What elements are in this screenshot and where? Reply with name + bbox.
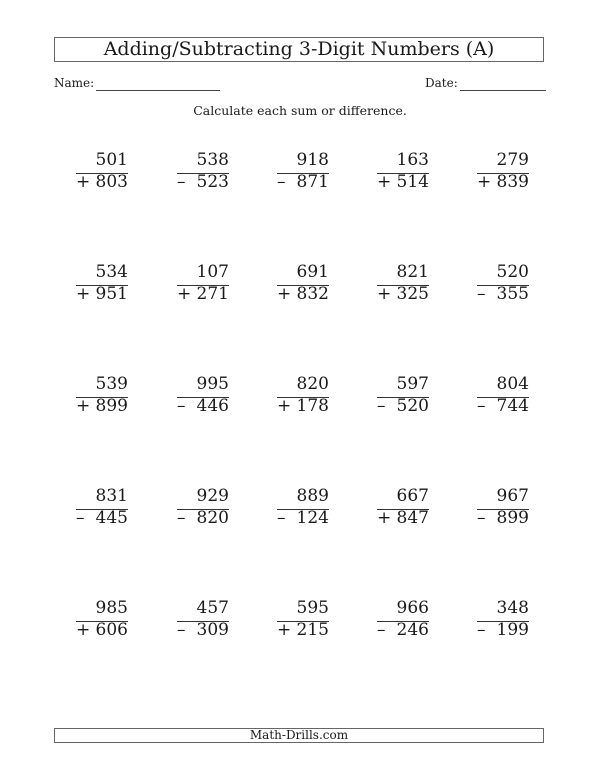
problem-4-2 xyxy=(159,486,229,536)
operator-sign: – xyxy=(277,508,286,528)
problem-bottom-number: 847 xyxy=(396,508,429,528)
problem-top-number: 966 xyxy=(396,598,429,618)
operator-sign: – xyxy=(377,620,386,640)
problem-1-5 xyxy=(459,150,529,200)
problem-top-number: 820 xyxy=(296,374,329,394)
operator-sign: – xyxy=(277,172,286,192)
problem-bottom-row xyxy=(377,508,429,528)
operator-sign: + xyxy=(76,172,91,192)
problem-top-number: 163 xyxy=(396,150,429,170)
problem-bottom-row xyxy=(277,284,329,304)
operator-sign: + xyxy=(477,172,492,192)
problem-bottom-number: 309 xyxy=(196,620,229,640)
problem-top-number: 534 xyxy=(95,262,128,282)
problem-top-number: 995 xyxy=(196,374,229,394)
problem-bottom-row xyxy=(177,620,229,640)
problem-bottom-number: 445 xyxy=(95,508,128,528)
problem-4-3 xyxy=(259,486,329,536)
problem-5-4 xyxy=(359,598,429,648)
problem-top-number: 597 xyxy=(396,374,429,394)
problem-bottom-number: 820 xyxy=(196,508,229,528)
problem-bottom-number: 744 xyxy=(496,396,529,416)
problem-bottom-row xyxy=(76,620,128,640)
problem-2-5 xyxy=(459,262,529,312)
problem-bottom-row xyxy=(377,284,429,304)
operator-sign: – xyxy=(477,284,486,304)
problem-bottom-row xyxy=(177,396,229,416)
worksheet-title: Adding/Subtracting 3-Digit Numbers (A) xyxy=(54,37,544,62)
operator-sign: + xyxy=(76,620,91,640)
problem-3-1 xyxy=(58,374,128,424)
problem-top-number: 501 xyxy=(95,150,128,170)
date-field-line xyxy=(460,90,546,91)
problem-bottom-row xyxy=(477,172,529,192)
problem-bottom-row xyxy=(477,396,529,416)
problem-bottom-row xyxy=(177,284,229,304)
problem-bottom-row xyxy=(177,508,229,528)
name-field-line xyxy=(96,90,220,91)
problem-4-4 xyxy=(359,486,429,536)
problem-top-number: 918 xyxy=(296,150,329,170)
problem-bottom-number: 899 xyxy=(95,396,128,416)
problem-bottom-row xyxy=(76,396,128,416)
problem-bottom-row xyxy=(377,396,429,416)
problem-top-number: 107 xyxy=(196,262,229,282)
problem-bottom-row xyxy=(277,396,329,416)
operator-sign: – xyxy=(177,396,186,416)
operator-sign: – xyxy=(477,396,486,416)
problem-bottom-number: 832 xyxy=(296,284,329,304)
operator-sign: + xyxy=(76,396,91,416)
operator-sign: – xyxy=(76,508,85,528)
problem-bottom-row xyxy=(177,172,229,192)
operator-sign: – xyxy=(477,508,486,528)
problem-top-number: 821 xyxy=(396,262,429,282)
problem-bottom-row xyxy=(477,284,529,304)
problem-top-number: 691 xyxy=(296,262,329,282)
problem-top-number: 539 xyxy=(95,374,128,394)
problem-bottom-row xyxy=(277,620,329,640)
problem-bottom-row xyxy=(477,508,529,528)
problem-bottom-row xyxy=(76,172,128,192)
problem-bottom-number: 124 xyxy=(296,508,329,528)
instructions: Calculate each sum or difference. xyxy=(193,103,407,118)
problem-bottom-number: 899 xyxy=(496,508,529,528)
problem-1-3 xyxy=(259,150,329,200)
problem-bottom-number: 178 xyxy=(296,396,329,416)
problem-1-2 xyxy=(159,150,229,200)
problem-5-2 xyxy=(159,598,229,648)
problem-bottom-row xyxy=(377,172,429,192)
problem-bottom-row xyxy=(76,284,128,304)
problem-bottom-number: 446 xyxy=(196,396,229,416)
name-label: Name: xyxy=(54,76,95,90)
problem-top-number: 889 xyxy=(296,486,329,506)
problem-bottom-number: 246 xyxy=(396,620,429,640)
problem-bottom-number: 606 xyxy=(95,620,128,640)
problem-bottom-number: 871 xyxy=(296,172,329,192)
problem-3-4 xyxy=(359,374,429,424)
problem-top-number: 985 xyxy=(95,598,128,618)
problem-top-number: 929 xyxy=(196,486,229,506)
footer: Math-Drills.com xyxy=(54,728,544,743)
problem-bottom-row xyxy=(277,508,329,528)
problem-bottom-row xyxy=(477,620,529,640)
date-label: Date: xyxy=(425,76,458,90)
problem-top-number: 520 xyxy=(496,262,529,282)
problem-3-2 xyxy=(159,374,229,424)
problem-top-number: 538 xyxy=(196,150,229,170)
operator-sign: + xyxy=(377,508,392,528)
problem-top-number: 595 xyxy=(296,598,329,618)
operator-sign: + xyxy=(277,396,292,416)
problem-top-number: 967 xyxy=(496,486,529,506)
problem-top-number: 804 xyxy=(496,374,529,394)
problem-2-1 xyxy=(58,262,128,312)
operator-sign: – xyxy=(377,396,386,416)
operator-sign: + xyxy=(377,284,392,304)
problem-4-1 xyxy=(58,486,128,536)
problem-top-number: 457 xyxy=(196,598,229,618)
problem-bottom-number: 520 xyxy=(396,396,429,416)
problem-top-number: 667 xyxy=(396,486,429,506)
problem-bottom-number: 839 xyxy=(496,172,529,192)
problem-bottom-number: 215 xyxy=(296,620,329,640)
problem-1-4 xyxy=(359,150,429,200)
problem-5-1 xyxy=(58,598,128,648)
problem-bottom-number: 355 xyxy=(496,284,529,304)
problem-bottom-row xyxy=(76,508,128,528)
problem-3-3 xyxy=(259,374,329,424)
problem-bottom-row xyxy=(277,172,329,192)
problem-4-5 xyxy=(459,486,529,536)
operator-sign: – xyxy=(477,620,486,640)
operator-sign: – xyxy=(177,620,186,640)
problem-bottom-number: 199 xyxy=(496,620,529,640)
problem-5-3 xyxy=(259,598,329,648)
operator-sign: + xyxy=(277,620,292,640)
problem-top-number: 831 xyxy=(95,486,128,506)
problem-bottom-number: 803 xyxy=(95,172,128,192)
problem-5-5 xyxy=(459,598,529,648)
problem-bottom-number: 514 xyxy=(396,172,429,192)
problem-3-5 xyxy=(459,374,529,424)
operator-sign: + xyxy=(177,284,192,304)
operator-sign: – xyxy=(177,172,186,192)
problem-bottom-row xyxy=(377,620,429,640)
problem-top-number: 279 xyxy=(496,150,529,170)
problem-bottom-number: 325 xyxy=(396,284,429,304)
operator-sign: + xyxy=(377,172,392,192)
problem-1-1 xyxy=(58,150,128,200)
problem-2-3 xyxy=(259,262,329,312)
problem-top-number: 348 xyxy=(496,598,529,618)
problem-bottom-number: 271 xyxy=(196,284,229,304)
problem-2-4 xyxy=(359,262,429,312)
operator-sign: – xyxy=(177,508,186,528)
operator-sign: + xyxy=(277,284,292,304)
operator-sign: + xyxy=(76,284,91,304)
problem-2-2 xyxy=(159,262,229,312)
problem-bottom-number: 523 xyxy=(196,172,229,192)
problem-bottom-number: 951 xyxy=(95,284,128,304)
